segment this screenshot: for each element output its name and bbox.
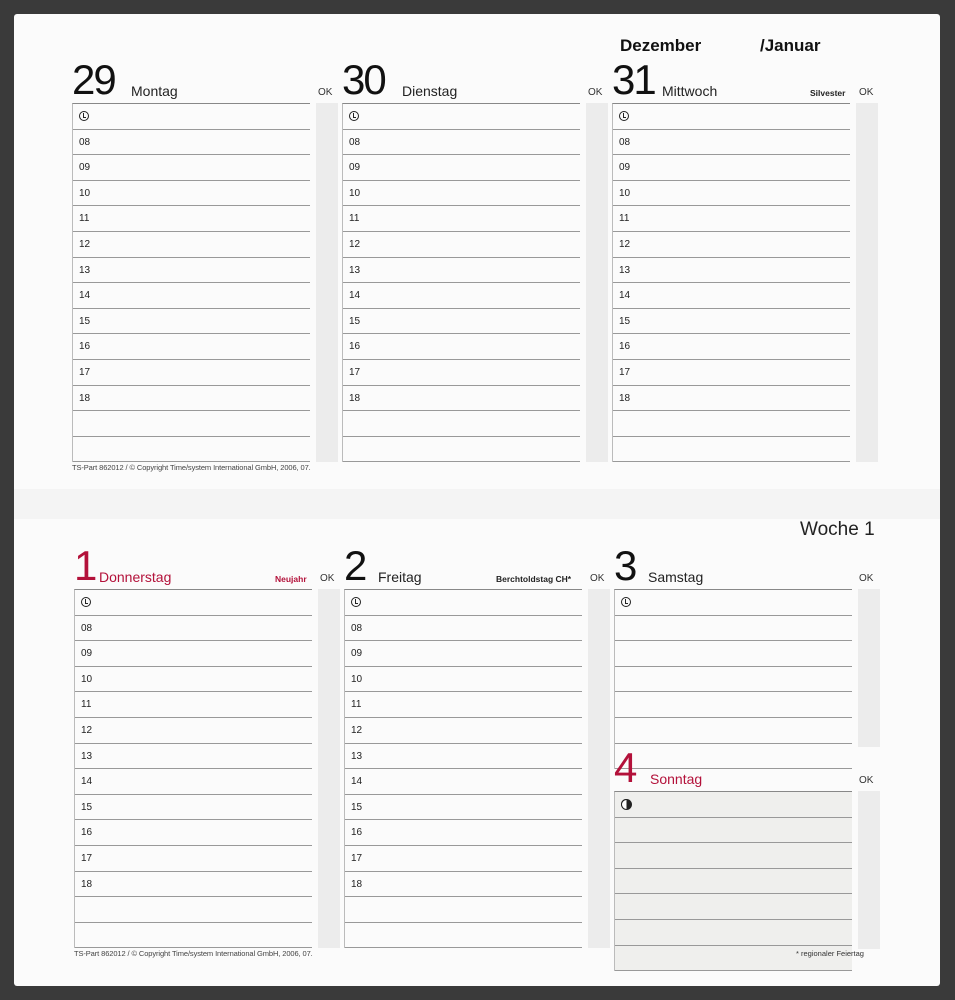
hour-label: 13 (351, 750, 363, 762)
hour-label: 15 (619, 315, 631, 327)
hour-label: 08 (351, 622, 363, 634)
hour-label: 18 (351, 878, 363, 890)
day-4 (614, 744, 884, 964)
hour-label: 08 (81, 622, 93, 634)
blank-row[interactable] (345, 897, 582, 923)
hour-row-08[interactable] (75, 616, 312, 642)
hour-row-15[interactable] (345, 795, 582, 821)
hour-rows (74, 589, 312, 948)
hour-label: 10 (79, 187, 91, 199)
hour-row-12[interactable] (75, 718, 312, 744)
hour-label: 14 (79, 290, 91, 302)
clock-icon (621, 597, 631, 607)
hour-row-10[interactable] (73, 181, 310, 207)
ok-label: OK (590, 573, 605, 584)
clock-icon (79, 111, 89, 121)
hour-row-16[interactable] (75, 820, 312, 846)
blank-row[interactable] (345, 923, 582, 949)
hour-label: 16 (79, 341, 91, 353)
day-3 (614, 542, 884, 752)
blank-row[interactable] (73, 411, 310, 437)
hour-row-17[interactable] (345, 846, 582, 872)
day-header (344, 542, 614, 588)
hour-label: 08 (349, 136, 361, 148)
hour-rows (344, 589, 582, 948)
hour-label: 14 (619, 290, 631, 302)
hour-label: 13 (349, 264, 361, 276)
day-header (614, 542, 884, 588)
month-label-left: Dezember (620, 36, 702, 55)
hour-rows (342, 103, 580, 462)
hour-label: 14 (351, 776, 363, 788)
day-name: Dienstag (402, 83, 458, 99)
half-moon-icon (621, 799, 632, 810)
holiday-label: Berchtoldstag CH* (496, 574, 572, 584)
holiday-label: Neujahr (275, 574, 307, 584)
blank-row[interactable] (615, 818, 852, 844)
hour-label: 12 (619, 238, 631, 250)
time-row[interactable] (75, 590, 312, 616)
hour-label: 12 (349, 238, 361, 250)
hour-label: 11 (349, 213, 360, 225)
ok-checkbox-column[interactable] (586, 103, 608, 462)
hour-row-18[interactable] (75, 872, 312, 898)
day-name: Mittwoch (662, 83, 718, 99)
hour-row-13[interactable] (73, 258, 310, 284)
day-number: 2 (344, 542, 366, 589)
hour-row-16[interactable] (73, 334, 310, 360)
hour-label: 17 (351, 852, 363, 864)
hour-row-09[interactable] (73, 155, 310, 181)
ok-checkbox-column[interactable] (316, 103, 338, 462)
hour-row-10[interactable] (75, 667, 312, 693)
hour-label: 16 (81, 827, 93, 839)
blank-row[interactable] (613, 437, 850, 463)
ok-checkbox-column[interactable] (588, 589, 610, 948)
hour-rows (72, 103, 310, 462)
day-header (74, 542, 344, 588)
blank-row[interactable] (615, 667, 852, 693)
hour-row-08[interactable] (343, 130, 580, 156)
hour-label: 15 (79, 315, 91, 327)
blank-row[interactable] (613, 411, 850, 437)
hour-row-17[interactable] (75, 846, 312, 872)
hour-label: 13 (619, 264, 631, 276)
hour-label: 18 (79, 392, 91, 404)
hour-row-09[interactable] (345, 641, 582, 667)
day-header (342, 56, 612, 102)
copyright-bottom: TS-Part 862012 / © Copyright Time/system International GmbH, 2006, 07. (74, 949, 313, 958)
hour-label: 14 (81, 776, 93, 788)
hour-label: 09 (81, 648, 93, 660)
blank-row[interactable] (615, 843, 852, 869)
hour-label: 09 (351, 648, 363, 660)
hour-label: 10 (619, 187, 631, 199)
hour-row-08[interactable] (345, 616, 582, 642)
hour-row-17[interactable] (73, 360, 310, 386)
hour-row-16[interactable] (613, 334, 850, 360)
hour-label: 17 (81, 852, 93, 864)
hour-label: 10 (81, 673, 93, 685)
hour-row-11[interactable] (73, 206, 310, 232)
hour-label: 16 (349, 341, 361, 353)
hour-row-11[interactable] (613, 206, 850, 232)
hour-row-13[interactable] (75, 744, 312, 770)
hour-row-14[interactable] (73, 283, 310, 309)
day-number: 3 (614, 542, 636, 589)
hour-label: 10 (349, 187, 361, 199)
hour-label: 18 (619, 392, 631, 404)
hour-label: 17 (619, 366, 631, 378)
hour-label: 09 (349, 162, 361, 174)
hour-label: 16 (351, 827, 363, 839)
hour-label: 15 (351, 801, 363, 813)
hour-row-15[interactable] (75, 795, 312, 821)
hour-row-11[interactable] (345, 692, 582, 718)
hour-rows (612, 103, 850, 462)
day-31 (612, 56, 882, 476)
blank-row[interactable] (615, 920, 852, 946)
time-row[interactable] (345, 590, 582, 616)
blank-row[interactable] (615, 894, 852, 920)
hour-row-16[interactable] (343, 334, 580, 360)
hour-row-13[interactable] (345, 744, 582, 770)
hour-row-13[interactable] (613, 258, 850, 284)
copyright-top: TS-Part 862012 / © Copyright Time/system International GmbH, 2006, 07. (72, 463, 311, 472)
hour-row-12[interactable] (613, 232, 850, 258)
blank-row[interactable] (75, 923, 312, 949)
day-name: Freitag (378, 569, 422, 585)
day-name: Donnerstag (99, 569, 172, 585)
hour-rows (614, 589, 852, 769)
day-name: Samstag (648, 569, 704, 585)
hour-row-17[interactable] (343, 360, 580, 386)
hour-label: 08 (79, 136, 91, 148)
hour-row-09[interactable] (75, 641, 312, 667)
hour-label: 18 (349, 392, 361, 404)
hour-row-10[interactable] (343, 181, 580, 207)
time-row[interactable] (343, 104, 580, 130)
ok-label: OK (588, 87, 603, 98)
hour-row-16[interactable] (345, 820, 582, 846)
hour-row-08[interactable] (73, 130, 310, 156)
ok-checkbox-column[interactable] (858, 791, 880, 949)
day-number: 1 (74, 542, 96, 589)
hour-label: 13 (79, 264, 91, 276)
hour-label: 15 (81, 801, 93, 813)
hour-label: 08 (619, 136, 631, 148)
day-number: 30 (342, 56, 385, 103)
hour-row-09[interactable] (343, 155, 580, 181)
hour-row-17[interactable] (613, 360, 850, 386)
hour-label: 11 (79, 213, 90, 225)
hour-row-10[interactable] (345, 667, 582, 693)
day-29 (72, 56, 342, 476)
time-row[interactable] (73, 104, 310, 130)
day-name: Montag (131, 83, 178, 99)
day-header (72, 56, 342, 102)
time-row[interactable] (615, 590, 852, 616)
ok-checkbox-column[interactable] (858, 589, 880, 747)
clock-icon (351, 597, 361, 607)
hour-row-15[interactable] (343, 309, 580, 335)
hour-row-08[interactable] (613, 130, 850, 156)
day-30 (342, 56, 612, 476)
hour-label: 17 (349, 366, 361, 378)
ok-checkbox-column[interactable] (318, 589, 340, 948)
day-number: 31 (612, 56, 655, 103)
blank-row[interactable] (615, 692, 852, 718)
ok-label: OK (859, 87, 874, 98)
hour-rows (614, 791, 852, 971)
ok-label: OK (859, 573, 874, 584)
time-row[interactable] (613, 104, 850, 130)
hour-label: 12 (79, 238, 91, 250)
blank-row[interactable] (343, 437, 580, 463)
planner-page (14, 14, 940, 986)
ok-label: OK (318, 87, 333, 98)
clock-icon (349, 111, 359, 121)
day-number: 29 (72, 56, 115, 103)
hour-row-09[interactable] (613, 155, 850, 181)
hour-label: 09 (619, 162, 631, 174)
hour-label: 11 (351, 699, 362, 711)
blank-row[interactable] (615, 869, 852, 895)
blank-row[interactable] (75, 897, 312, 923)
clock-icon (81, 597, 91, 607)
day-header (612, 56, 882, 102)
hour-row-14[interactable] (75, 769, 312, 795)
hour-label: 17 (79, 366, 91, 378)
hour-row-14[interactable] (343, 283, 580, 309)
blank-row[interactable] (615, 616, 852, 642)
time-row[interactable] (615, 792, 852, 818)
hour-row-13[interactable] (343, 258, 580, 284)
hour-label: 11 (81, 699, 92, 711)
day-header (614, 744, 884, 790)
hour-row-12[interactable] (345, 718, 582, 744)
hour-label: 12 (81, 724, 93, 736)
page-fold-divider (14, 489, 940, 519)
hour-row-18[interactable] (343, 386, 580, 412)
hour-label: 14 (349, 290, 361, 302)
ok-label: OK (320, 573, 335, 584)
clock-icon (619, 111, 629, 121)
blank-row[interactable] (615, 718, 852, 744)
blank-row[interactable] (73, 437, 310, 463)
hour-label: 12 (351, 724, 363, 736)
hour-row-15[interactable] (73, 309, 310, 335)
hour-row-18[interactable] (73, 386, 310, 412)
week-label: Woche 1 (800, 519, 875, 540)
hour-label: 18 (81, 878, 93, 890)
hour-row-15[interactable] (613, 309, 850, 335)
blank-row[interactable] (343, 411, 580, 437)
holiday-label: Silvester (810, 88, 846, 98)
day-1 (74, 542, 344, 962)
regional-holiday-footnote: * regionaler Feiertag (796, 949, 864, 958)
blank-row[interactable] (615, 641, 852, 667)
ok-label: OK (859, 775, 874, 786)
month-label-right: /Januar (760, 36, 821, 55)
hour-label: 10 (351, 673, 363, 685)
hour-row-14[interactable] (345, 769, 582, 795)
hour-label: 13 (81, 750, 93, 762)
hour-label: 15 (349, 315, 361, 327)
hour-row-12[interactable] (73, 232, 310, 258)
hour-row-18[interactable] (345, 872, 582, 898)
hour-label: 09 (79, 162, 91, 174)
hour-row-11[interactable] (343, 206, 580, 232)
hour-row-12[interactable] (343, 232, 580, 258)
day-name: Sonntag (650, 771, 703, 787)
ok-checkbox-column[interactable] (856, 103, 878, 462)
day-number: 4 (614, 744, 636, 791)
hour-label: 16 (619, 341, 631, 353)
day-2 (344, 542, 614, 962)
hour-label: 11 (619, 213, 630, 225)
hour-row-18[interactable] (613, 386, 850, 412)
hour-row-11[interactable] (75, 692, 312, 718)
hour-row-14[interactable] (613, 283, 850, 309)
hour-row-10[interactable] (613, 181, 850, 207)
